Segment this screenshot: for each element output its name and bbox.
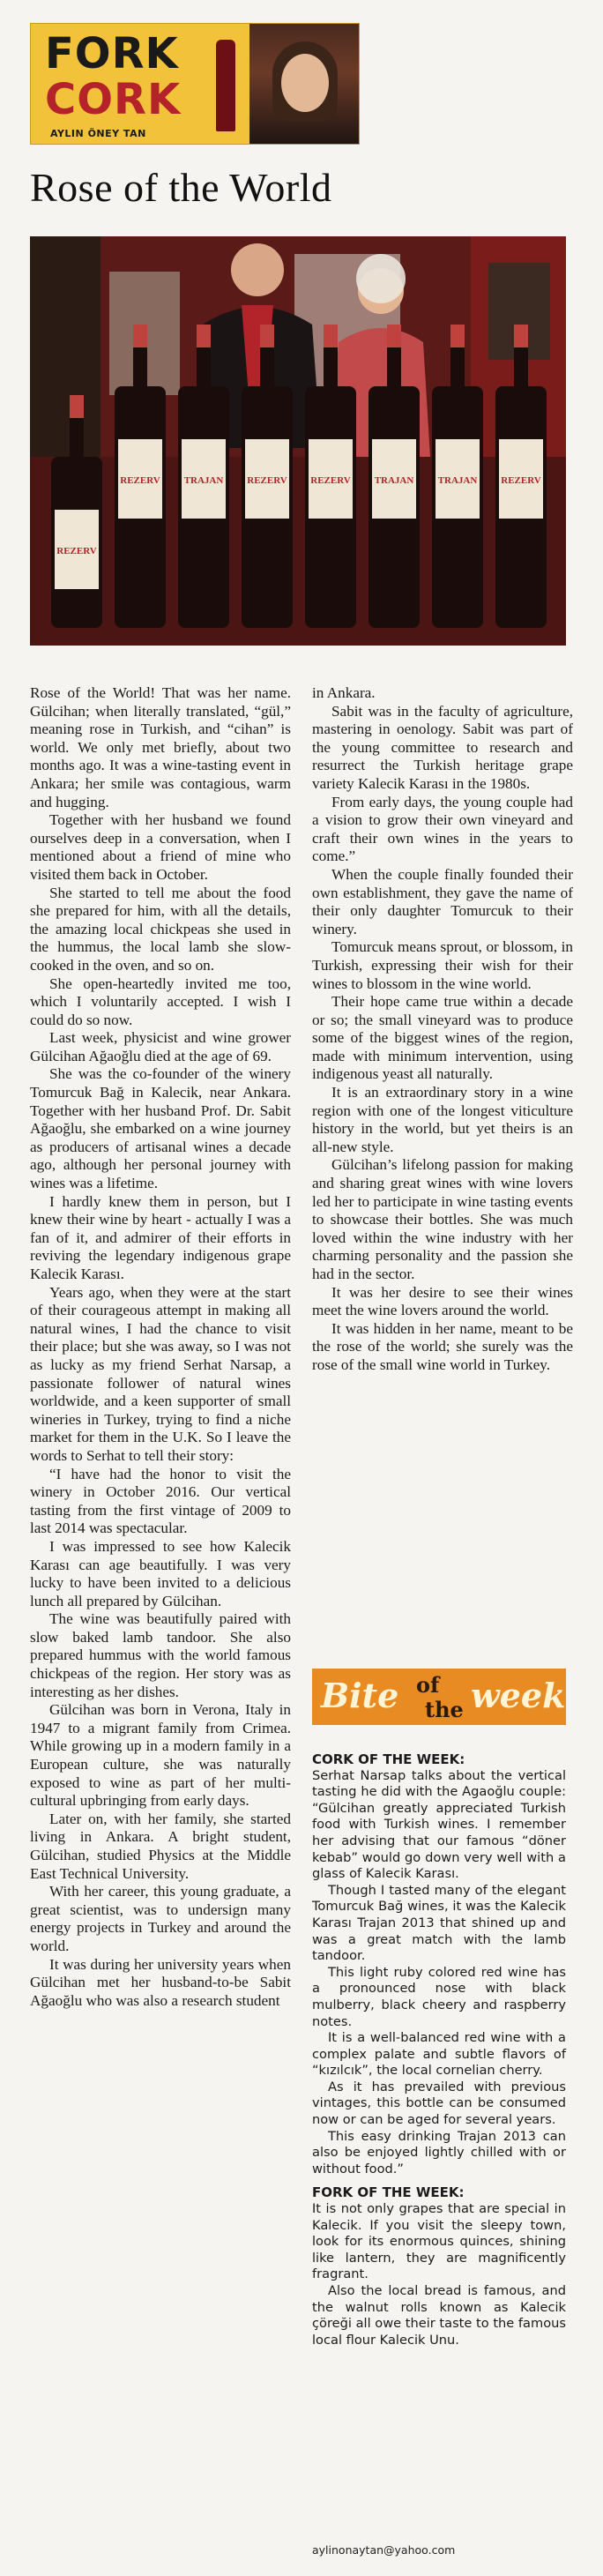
article-column-right [312, 684, 573, 1375]
paragraph: It is not only grapes that are special in Kalecik. If you visit the sleepy town, look for its enormous quinces, shining like lantern, they are magnificently fragrant. [312, 2201, 566, 2282]
paragraph: It is an extraordinary story in a wine region with one of the longest viticulture history in the world, but yet theirs is an all-new style. [312, 1084, 573, 1155]
article-headline: Rose of the World [30, 165, 332, 210]
paragraph: Though I tasted many of the elegant Tomurcuk Bağ wines, it was the Kalecik Karası Trajan 2013 that shined up and was a great match with the lamb tandoor. [312, 1882, 566, 1964]
bottle-label-text: TRAJAN [374, 475, 414, 486]
paragraph: When the couple finally founded their own establishment, they gave the name of their only daughter Tomurcuk to their winery. [312, 865, 573, 937]
bottle-label-text: REZERV [247, 475, 287, 486]
paragraph: It was hidden in her name, meant to be the rose of the world; she surely was the rose of the small wine world in Turkey. [312, 1319, 573, 1373]
paragraph: As it has prevailed with previous vintages, this bottle can be consumed now or can be aged for several years. [312, 2079, 566, 2128]
wine-bottle-icon [216, 40, 235, 131]
paragraph: The wine was beautifully paired with slow baked lamb tandoor. She also prepared hummus with the world famous chickpeas of the region. Her story was as interesting as her dishes. [30, 1610, 291, 1700]
banner-word-week: week [471, 1676, 566, 1715]
banner-word-of: of [416, 1672, 440, 1698]
paragraph: Tomurcuk means sprout, or blossom, in Turkish, expressing their wish for their wines to blossom in the wine world. [312, 938, 573, 992]
bottle-label-text: REZERV [56, 546, 97, 556]
bottle-label-text: TRAJAN [437, 475, 478, 486]
logo-fork-text: FORK [45, 29, 179, 78]
paragraph: It was her desire to see their wines meet the wine lovers around the world. [312, 1283, 573, 1319]
paragraph: “I have had the honor to visit the winery in October 2016. Our vertical tasting from the first vintage of 2009 to last 2014 was spectacular. [30, 1465, 291, 1537]
paragraph: Rose of the World! That was her name. Gülcihan; when literally translated, “gül,” meaning rose in Turkish, and “cihan” is world. We only met briefly, about two months ago. It was a wine-tasting event in Ankara; her smile was contagious, warm and hugging. [30, 684, 291, 810]
paragraph: I hardly knew them in person, but I knew their wine by heart - actually I was a fan of it, and admirer of their efforts in reviving the legendary indigenous grape Kalecik Karası. [30, 1192, 291, 1282]
paragraph: With her career, this young graduate, a great scientist, was to undersign many energy projects in Turkey and around the world. [30, 1883, 291, 1954]
paragraph: Serhat Narsap talks about the vertical tasting he did with the Agaoğlu couple: “Gülcihan greatly appreciated Turkish food with Turkish wines. I remember her advising that our famous “döner kebab” would go down very well with a glass of Kalecik Karası. [312, 1767, 566, 1882]
paragraph: This easy drinking Trajan 2013 can also be enjoyed lightly chilled with or without food.” [312, 2128, 566, 2177]
hero-photo [30, 236, 566, 646]
author-portrait [249, 24, 360, 145]
paragraph: Later on, with her family, she started living in Ankara. A bright student, Gülcihan, studied Physics at the Middle East Technical University. [30, 1810, 291, 1882]
paragraph: It is a well-balanced red wine with a complex palate and subtle flavors of “kızılcık”, the local cornelian cherry. [312, 2030, 566, 2079]
fork-of-the-week-heading: FORK OF THE WEEK: [312, 2184, 465, 2201]
paragraph: Years ago, when they were at the start of their courageous attempt in making all natural wines, I had the chance to visit their place; but she was away, so I was not as lucky as my friend Serhat Narsap, a passionate follower of natural wines worldwide, and a keen supporter of small wineries in Turkey, trying to find a niche market for them in the U.K. So I leave the words to Serhat to tell their story: [30, 1283, 291, 1464]
cork-of-the-week-heading: CORK OF THE WEEK: [312, 1751, 465, 1767]
bite-of-the-week-text [312, 1751, 566, 2348]
bottle-label-text: REZERV [120, 475, 160, 486]
paragraph: I was impressed to see how Kalecik Karası can age beautifully. I was very lucky to have been invited to a delicious lunch all prepared by Gülcihan. [30, 1537, 291, 1609]
paragraph: Last week, physicist and wine grower Gülcihan Ağaoğlu died at the age of 69. [30, 1029, 291, 1064]
author-name: AYLIN ÖNEY TAN [50, 128, 146, 139]
bottle-label-text: REZERV [310, 475, 351, 486]
paragraph: in Ankara. [312, 684, 376, 701]
bottle-label-text: TRAJAN [183, 475, 224, 486]
paragraph: She open-heartedly invited me too, which I voluntarily accepted. I wish I could do so now. [30, 974, 291, 1028]
fork-of-the-week-body [312, 2201, 566, 2348]
paragraph: Their hope came true within a decade or so; the small vineyard was to produce some of the biggest wines of the region, made with minimum intervention, using indigenous yeast all naturally. [312, 993, 573, 1083]
paragraph: Sabit was in the faculty of agriculture, mastering in oenology. Sabit was part of the young committee to research and resurrect the Turkish heritage grape variety Kalecik Karası in the 1980s. [312, 702, 573, 792]
bottle-label-text: REZERV [501, 475, 541, 486]
bite-of-the-week-banner [312, 1669, 566, 1725]
paragraph: It was during her university years when Gülcihan met her husband-to-be Sabit Ağaoğlu who was also a research student [30, 1955, 291, 2009]
masthead-logo [30, 23, 360, 145]
paragraph: Together with her husband we found ourselves deep in a conversation, when I mentioned about a friend of mine who visited them back in October. [30, 811, 291, 883]
paragraph: From early days, the young couple had a vision to grow their own vineyard and craft their own wines in the years to come.” [312, 793, 573, 865]
logo-cork-text: CORK [45, 75, 182, 124]
cork-of-the-week-body [312, 1768, 566, 2178]
paragraph: Gülcihan was born in Verona, Italy in 1947 to a migrant family from Crimea. While growing up in a modern family in a European culture, she was naturally exposed to wine as part of her multi-cultural upbringing from early days. [30, 1701, 291, 1810]
paragraph: Gülcihan’s lifelong passion for making and sharing great wines with wine lovers led her to participate in wine tasting events to showcase their bottles. She was much loved within the wine industry with her charming personality and the passion she had in the sector. [312, 1156, 573, 1282]
paragraph: Also the local bread is famous, and the walnut rolls known as Kalecik çöreği all owe their taste to the famous local flour Kalecik Unu. [312, 2283, 566, 2348]
paragraph: She started to tell me about the food she prepared for him, with all the details, the amazing local chickpeas she used in the hummus, the local lamb she slow-cooked in the oven, and so on. [30, 884, 291, 974]
paragraph: She was the co-founder of the winery Tomurcuk Bağ in Kalecik, near Ankara. Together with her husband Prof. Dr. Sabit Ağaoğlu, she embarked on a wine journey as producers of artisanal wines a decade ago, although her personal journey with wines was a lifetime. [30, 1065, 291, 1192]
paragraph: This light ruby colored red wine has a pronounced nose with black mulberry, black cheery and raspberry notes. [312, 1964, 566, 2029]
banner-word-bite: Bite [321, 1676, 399, 1715]
author-email: aylinonaytan@yahoo.com [312, 2543, 456, 2557]
banner-word-the: the [425, 1697, 464, 1722]
article-column-left [30, 684, 291, 2010]
